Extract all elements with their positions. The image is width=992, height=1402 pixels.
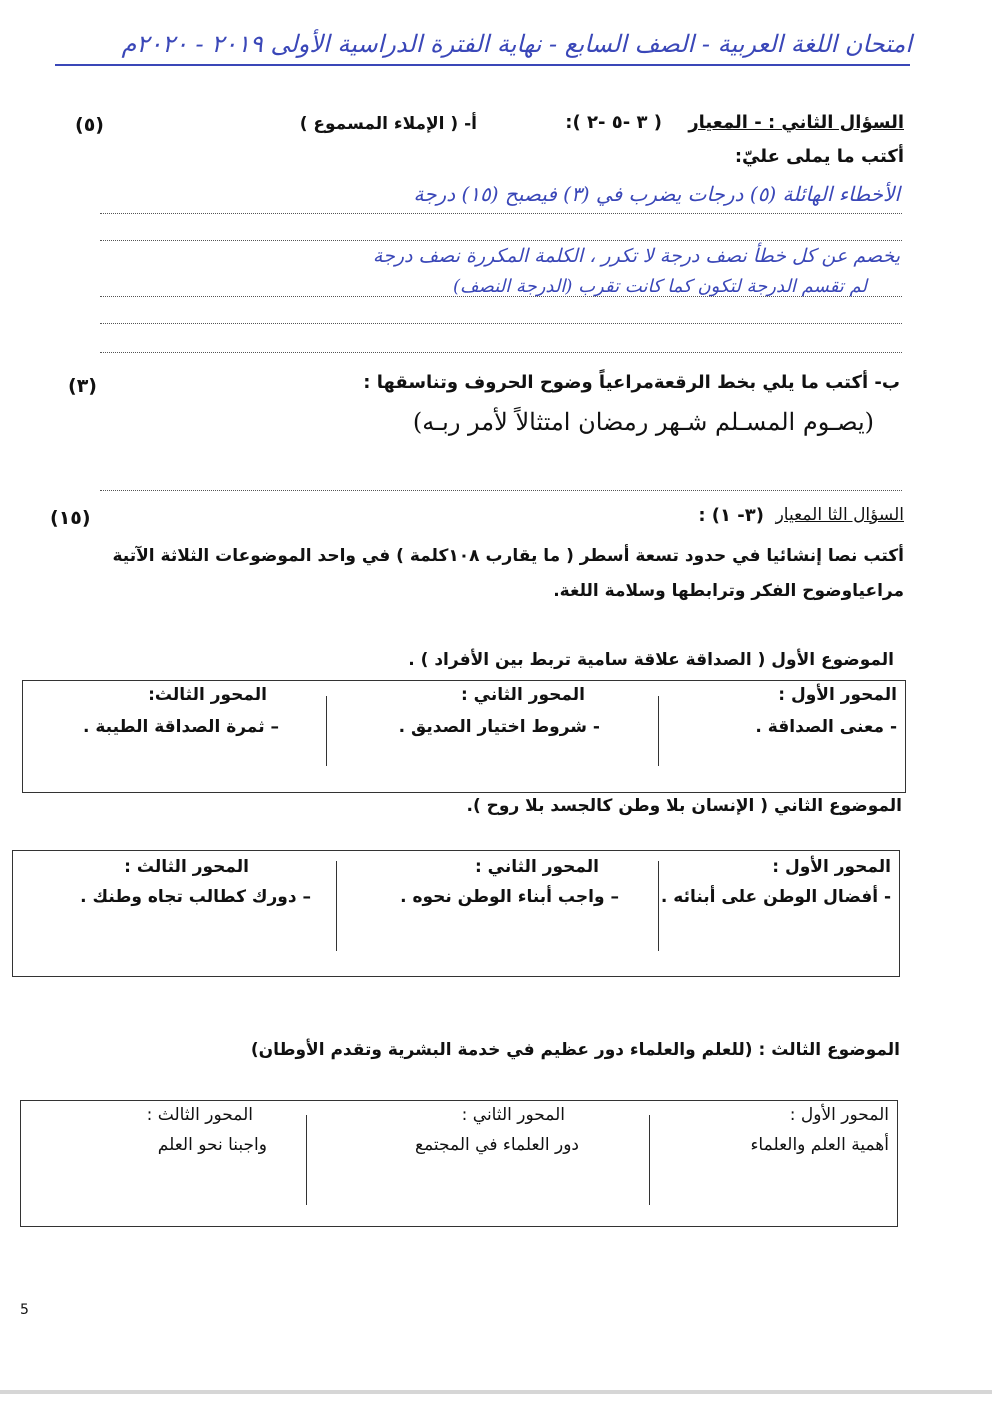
topic-1-axis-1-value: - معنى الصداقة . (755, 717, 897, 737)
topic-1-axis-3-label: المحور الثالث: (148, 685, 267, 705)
q3-standard: (٣- ١) : (698, 505, 764, 526)
part-b-marks: (٣) (68, 375, 97, 397)
topic-3-axis-1-label: المحور الأول : (789, 1105, 889, 1125)
column-divider (336, 861, 337, 951)
dotted-line (100, 352, 902, 353)
dotted-line (100, 323, 902, 324)
topic-3-axis-3-value: واجبنا نحو العلم (157, 1135, 267, 1155)
topic-1-axis-2-value: - شروط اختيار الصديق . (398, 717, 600, 737)
topic-1-axes-box (22, 680, 906, 793)
dictation-handwritten-line-2: يخصم عن كل خطأ نصف درجة لا تكرر ، الكلمة المكررة نصف درجة (372, 245, 900, 267)
topic-3-axis-2-value: دور العلماء في المجتمع (415, 1135, 579, 1155)
q3-marks: (١٥) (50, 507, 91, 529)
q3-title: السؤال الثا المعيار (775, 505, 904, 525)
page-number: 5 (20, 1302, 29, 1318)
q2-part-a-marks: (٥) (75, 114, 104, 136)
topic-2-axis-1-label: المحور الأول : (772, 857, 891, 877)
topic-2-axis-3-value: – دورك كطالب تجاه وطنك . (80, 887, 311, 907)
dotted-line (100, 213, 902, 214)
topic-3-axis-3-label: المحور الثالث : (146, 1105, 253, 1125)
answer-dotted-line (100, 490, 902, 491)
q2-standard: ( ٣ -٥ -٢ ): (565, 112, 662, 133)
topic-2-axis-2-value: – واجب أبناء الوطن نحوه . (400, 887, 619, 907)
dictation-handwritten-line-3: لم تقسم الدرجة لتكون كما كانت تقرب (الدرجة النصف) (453, 276, 867, 297)
topic-1-axis-2-label: المحور الثاني : (460, 685, 585, 705)
dictation-instruction: أكتب ما يملى عليّ: (734, 146, 904, 167)
q3-instruction-line-2: مراعياوضوح الفكر وترابطها وسلامة اللغة. (553, 581, 904, 601)
column-divider (326, 696, 327, 766)
topic-3-axis-1-value: أهمية العلم والعلماء (750, 1135, 889, 1155)
part-b-instruction: ب- أكتب ما يلي بخط الرقعةمراعياً وضوح الحروف وتناسقها : (363, 372, 900, 393)
q3-instruction-line-1: أكتب نصا إنشائيا في حدود تسعة أسطر ( ما يقارب ١٠٨كلمة ) في واحد الموضوعات الثلاثة الآتية (112, 546, 904, 566)
topic-3-axes-box (20, 1100, 898, 1227)
dictation-handwritten-line-1: الأخطاء الهائلة (٥) درجات يضرب في (٣) فيصبح (١٥) درجة (413, 182, 900, 206)
topic-1-axis-1-label: المحور الأول : (778, 685, 897, 705)
dotted-line (100, 296, 902, 297)
topic-1-axis-3-value: – ثمرة الصداقة الطيبة . (82, 717, 279, 737)
topic-2-axis-2-label: المحور الثاني : (474, 857, 599, 877)
q2-part-a-label: أ- ( الإملاء المسموع ) (299, 114, 477, 134)
topic-2-axis-3-label: المحور الثالث : (124, 857, 249, 877)
q2-title: السؤال الثاني : - المعيار (688, 112, 904, 133)
topic-2-axis-1-value: - أفضال الوطن على أبنائه . (660, 887, 891, 907)
topic-3-axis-2-label: المحور الثاني : (461, 1105, 565, 1125)
part-b-sentence: (يصـوم المسـلم شـهر رمضان امتثالاً لأمر ربـه) (412, 408, 874, 436)
column-divider (306, 1115, 307, 1205)
topic-2-title: الموضوع الثاني ( الإنسان بلا وطن كالجسد بلا روح ). (466, 796, 902, 816)
topic-2-axes-box (12, 850, 900, 977)
dotted-line (100, 240, 902, 241)
column-divider (658, 696, 659, 766)
topic-3-title: الموضوع الثالث : (للعلم والعلماء دور عظيم في خدمة البشرية وتقدم الأوطان) (250, 1040, 900, 1060)
topic-1-title: الموضوع الأول ( الصداقة علاقة سامية تربط بين الأفراد ) . (408, 650, 894, 670)
column-divider (649, 1115, 650, 1205)
column-divider (658, 861, 659, 951)
header-rule (55, 64, 910, 66)
handwritten-exam-title: امتحان اللغة العربية - الصف السابع - نهاية الفترة الدراسية الأولى ٢٠١٩ - ٢٠٢٠م (121, 30, 912, 58)
page-bottom-edge (0, 1390, 992, 1394)
